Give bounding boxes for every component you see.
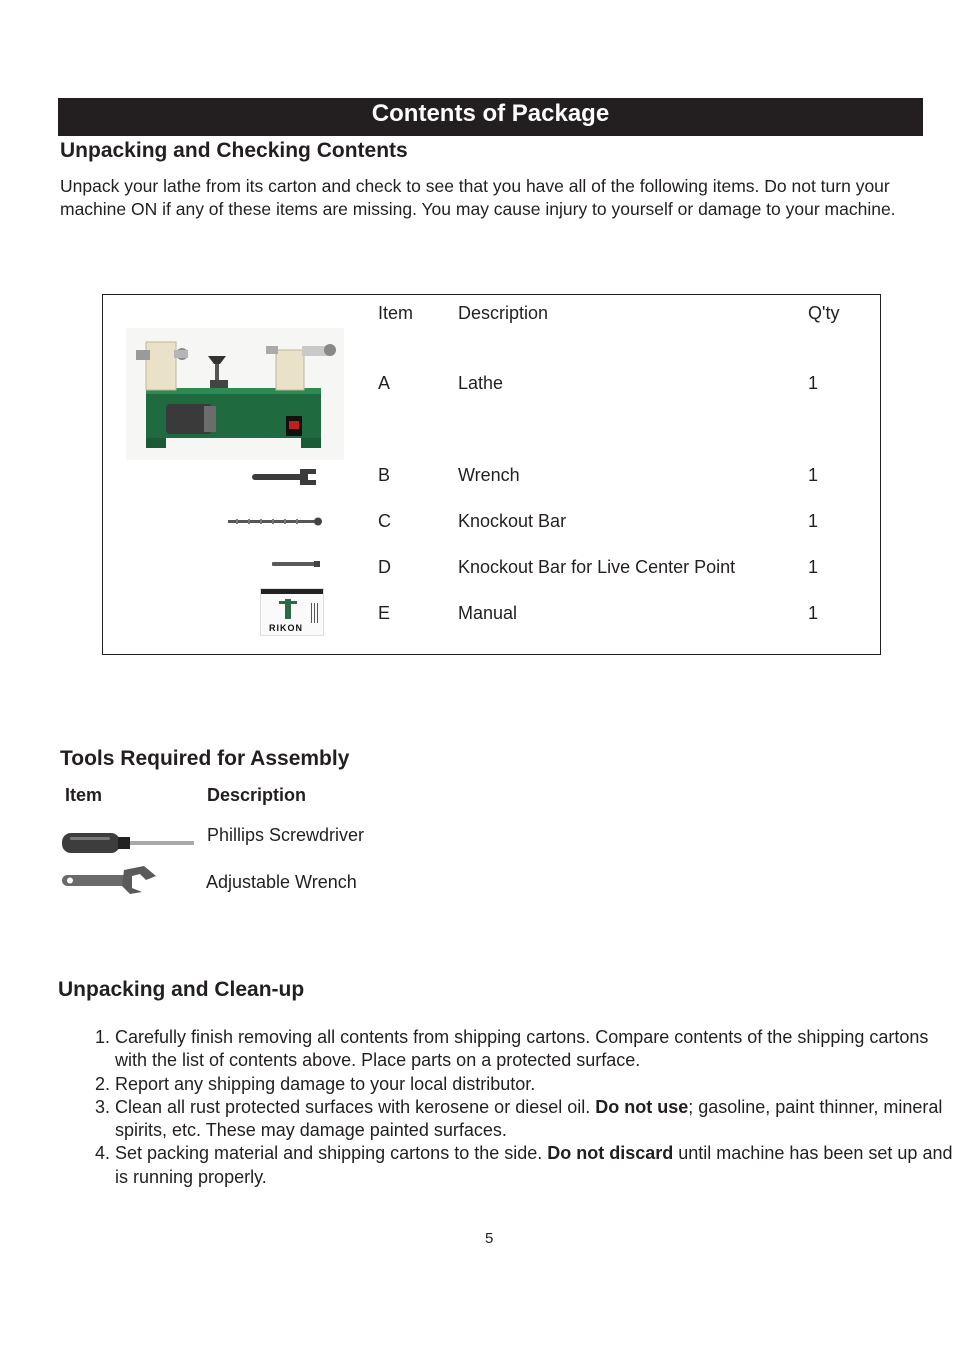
cleanup-heading: Unpacking and Clean-up [58,978,305,1001]
parts-row-item: A [378,373,391,393]
list-item: 1. Carefully finish removing all contents from shipping cartons. Compare contents of the shipping cartons with the list of contents above. Place parts on a protected surface. [115,1026,954,1073]
page-title-bar [58,98,923,136]
parts-row-description: Knockout Bar for Live Center Point [458,557,736,577]
parts-row-description: Manual [458,603,518,623]
lathe-icon [126,328,344,460]
parts-row-qty: 1 [808,373,819,393]
parts-header-item: Item [378,303,414,323]
wrench-icon [250,465,322,489]
adjustable-wrench-icon [60,862,160,898]
tools-header-item: Item [65,785,103,805]
tools-heading: Tools Required for Assembly [60,747,350,770]
unpacking-intro: Unpack your lathe from its carton and check to see that you have all of the following items. Do not turn your machine ON if any of these items are missing. You may cause injury to yourself or damage to your machine. [60,176,896,219]
parts-row-qty: 1 [808,603,819,623]
parts-row-item: E [378,603,391,623]
list-item: 4. Set packing material and shipping cartons to the side. Do not discard until machine has been set up and is running properly. [115,1142,954,1189]
parts-row-item: D [378,557,391,577]
parts-header-description: Description [458,303,549,323]
page-title: Contents of Package [371,100,610,127]
parts-row-item: B [378,465,391,485]
knockout-bar-icon [226,513,324,531]
list-item: 2. Report any shipping damage to your local distributor. [115,1073,954,1096]
tools-header-description: Description [207,785,307,805]
parts-row-description: Knockout Bar [458,511,567,531]
unpacking-heading: Unpacking and Checking Contents [60,139,408,162]
cleanup-steps [78,1026,954,1189]
parts-header-qty: Q'ty [808,303,840,323]
parts-row-qty: 1 [808,557,819,577]
page-number: 5 [485,1230,494,1247]
short-knockout-bar-icon [270,558,322,570]
parts-row-description: Wrench [458,465,520,485]
parts-row-item: C [378,511,391,531]
manual-icon [260,588,324,636]
screwdriver-icon [60,828,196,858]
manual-logo-text: RIKON [269,623,303,633]
parts-row-qty: 1 [808,465,819,485]
parts-row-qty: 1 [808,511,819,531]
tool-description: Adjustable Wrench [206,872,357,892]
tool-description: Phillips Screwdriver [207,825,365,845]
list-item: 3. Clean all rust protected surfaces with kerosene or diesel oil. Do not use; gasoline, paint thinner, mineral spirits, etc. These may damage painted surfaces. [115,1096,954,1143]
parts-row-description: Lathe [458,373,504,393]
